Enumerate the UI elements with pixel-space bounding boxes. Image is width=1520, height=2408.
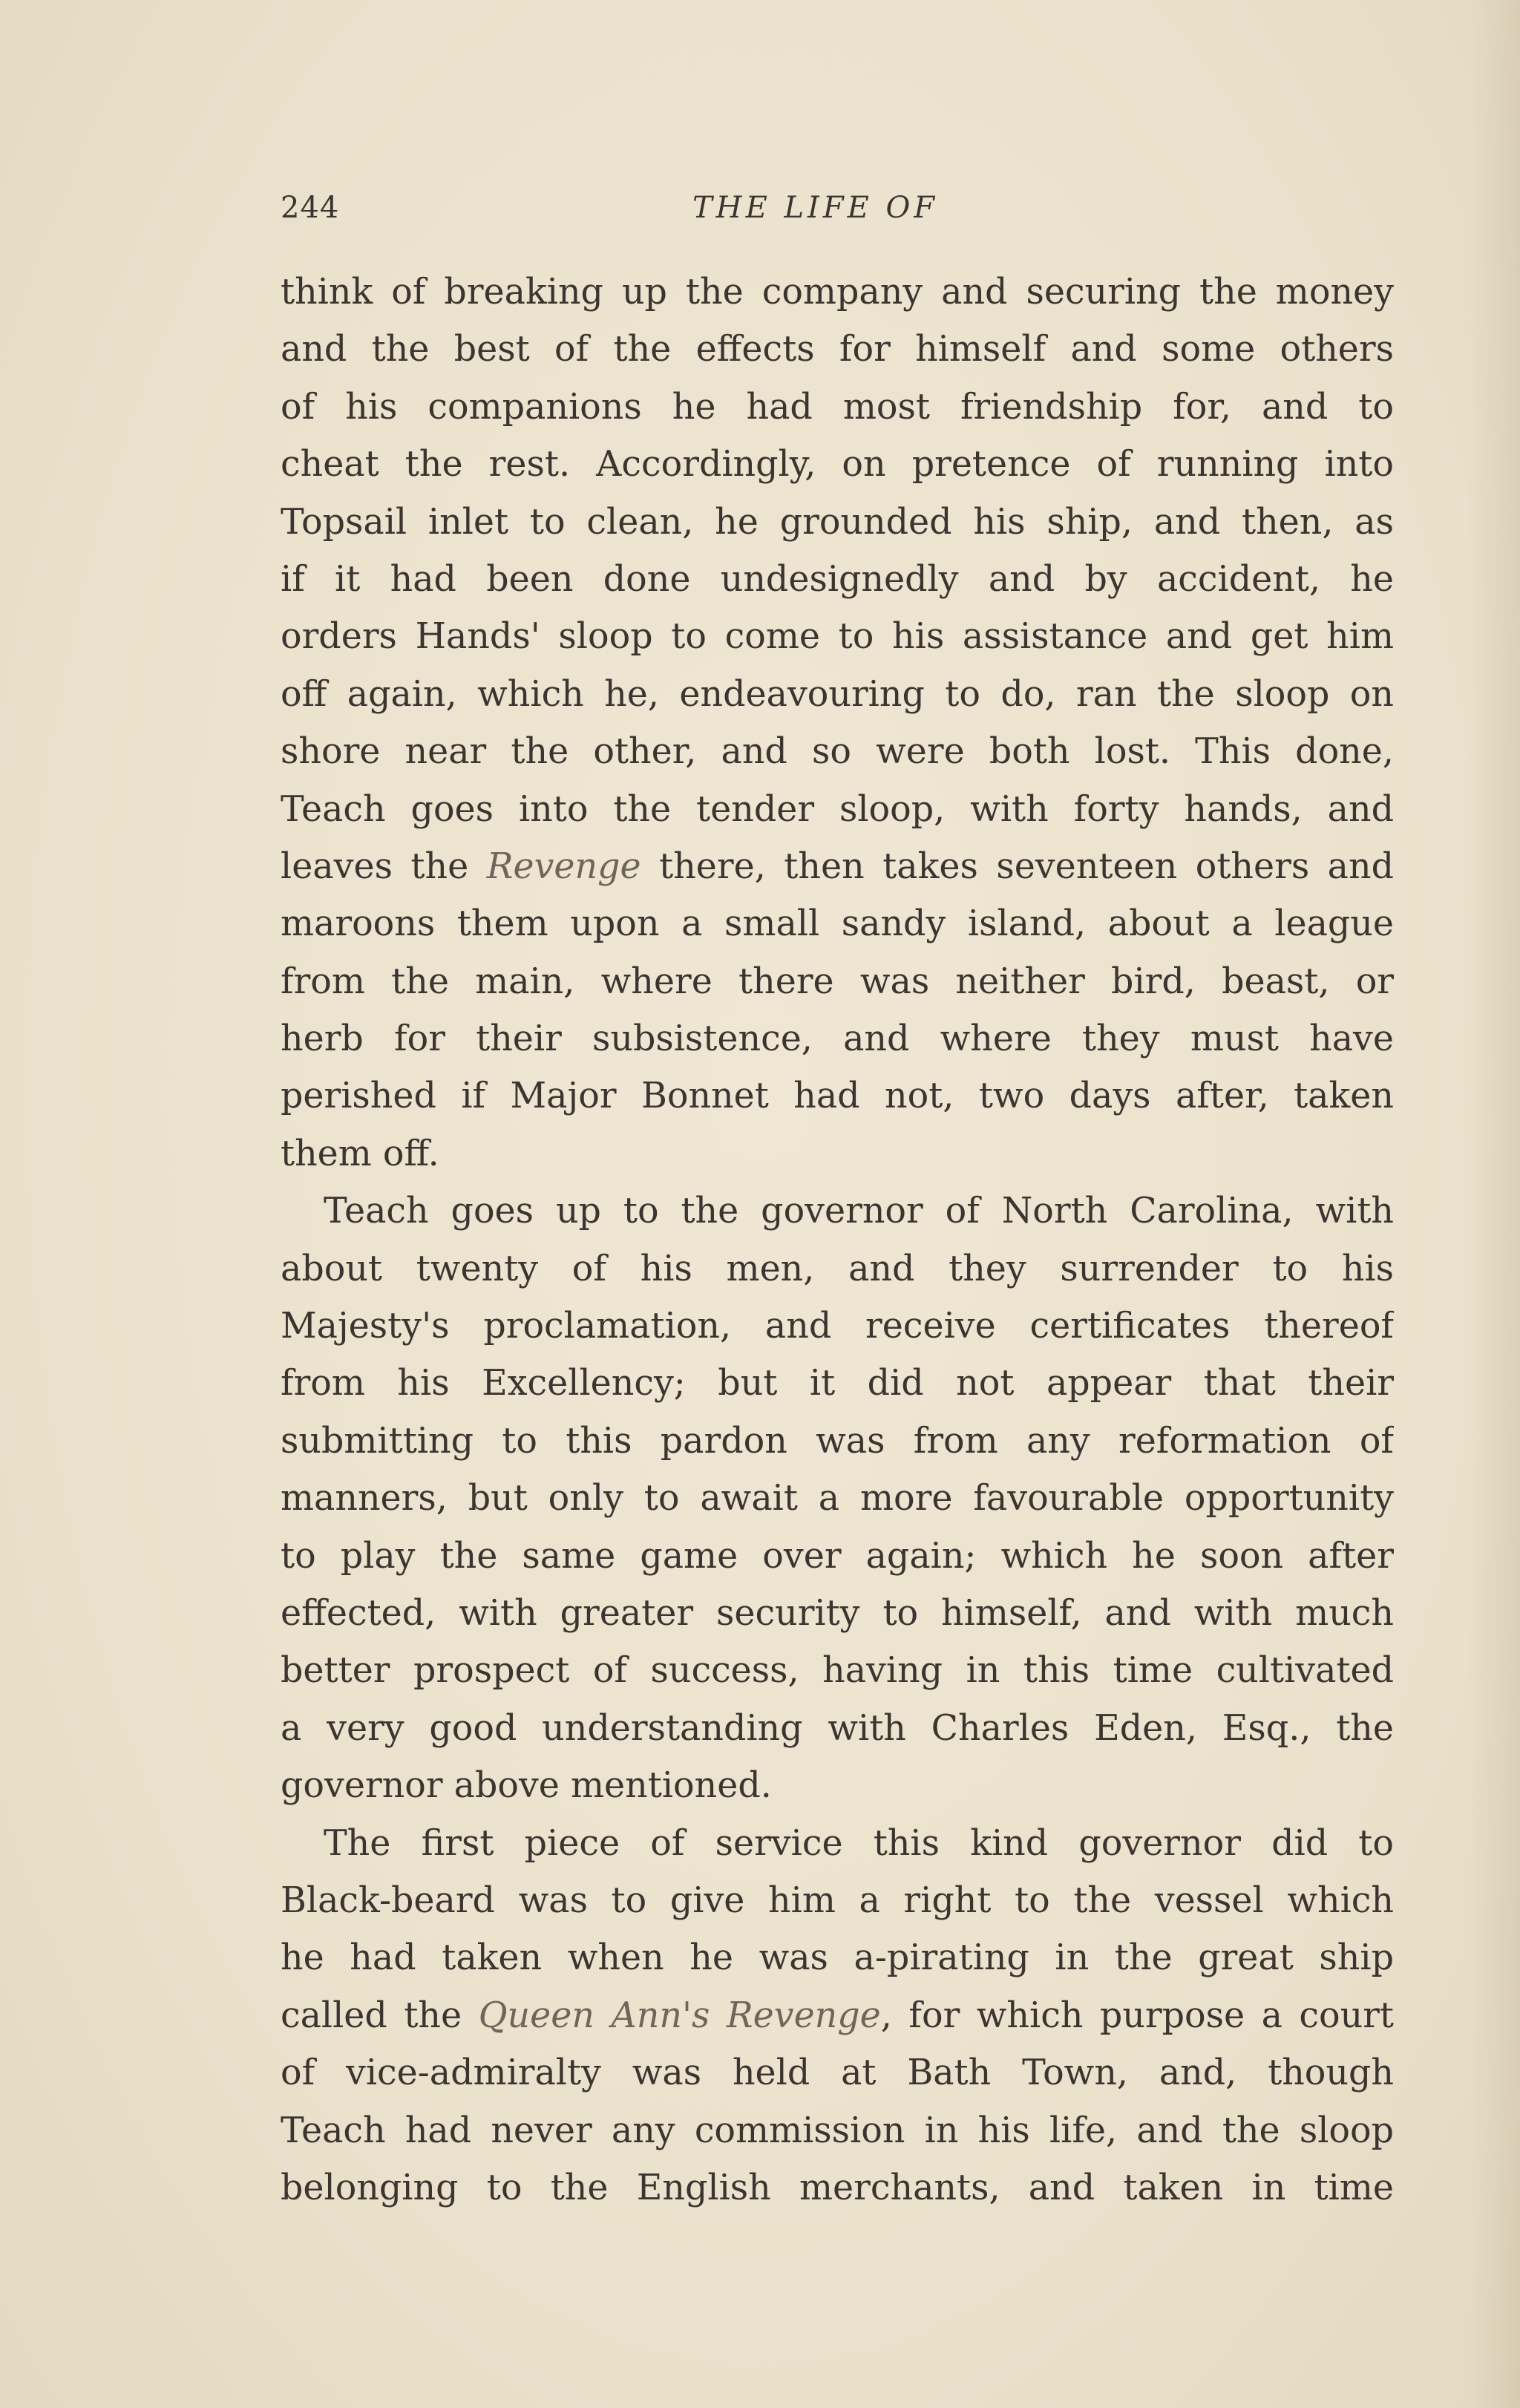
running-head: THE LIFE OF bbox=[692, 191, 939, 225]
page-header bbox=[281, 186, 1394, 230]
text-line: The first piece of service this kind governor did to bbox=[324, 1822, 1394, 1864]
text-line: Teach had never any commission in his life, and the sloop bbox=[281, 2110, 1394, 2151]
text-line: and the best of the effects for himself and some others bbox=[281, 329, 1394, 370]
text-line: from the main, where there was neither bird, beast, or bbox=[281, 961, 1394, 1002]
page-number: 244 bbox=[281, 191, 340, 225]
text-line: he had taken when he was a-pirating in the great ship bbox=[281, 1937, 1394, 1979]
text-line: better prospect of success, having in this time cultivated bbox=[281, 1650, 1394, 1692]
ship-name-italic: Queen Ann's Revenge bbox=[478, 1995, 881, 2036]
text-line: perished if Major Bonnet had not, two days after, taken bbox=[281, 1076, 1394, 1117]
text-line: off again, which he, endeavouring to do, ran the sloop on bbox=[281, 673, 1394, 715]
text-line: governor above mentioned. bbox=[281, 1765, 772, 1807]
text-line bbox=[281, 1987, 1394, 2044]
text-line: about twenty of his men, and they surrender to his bbox=[281, 1248, 1394, 1289]
text-line: herb for their subsistence, and where they must have bbox=[281, 1018, 1394, 1060]
text-line: of his companions he had most friendship for, and to bbox=[281, 386, 1394, 428]
text-run: there, then takes seventeen others and bbox=[641, 845, 1394, 887]
text-run: called the bbox=[281, 1995, 479, 2036]
ship-name-italic: Revenge bbox=[486, 845, 641, 887]
text-line: Topsail inlet to clean, he grounded his ship, and then, as bbox=[281, 501, 1394, 543]
text-line: to play the same game over again; which he soon after bbox=[281, 1535, 1394, 1577]
body-text bbox=[281, 264, 1394, 2216]
text-line: belonging to the English merchants, and taken in time bbox=[281, 2167, 1394, 2208]
text-line: cheat the rest. Accordingly, on pretence of running into bbox=[281, 444, 1394, 485]
text-line: Black-beard was to give him a right to the vessel which bbox=[281, 1879, 1394, 1921]
text-line: submitting to this pardon was from any reformation of bbox=[281, 1420, 1394, 1462]
text-line: if it had been done undesignedly and by accident, he bbox=[281, 558, 1394, 600]
text-line: a very good understanding with Charles Eden, Esq., the bbox=[281, 1707, 1394, 1749]
text-line: them off. bbox=[281, 1133, 439, 1174]
text-line: Majesty's proclamation, and receive certificates thereof bbox=[281, 1306, 1394, 1347]
text-line: from his Excellency; but it did not appear that their bbox=[281, 1363, 1394, 1404]
text-line: maroons them upon a small sandy island, about a league bbox=[281, 903, 1394, 945]
text-line: effected, with greater security to himself, and with much bbox=[281, 1592, 1394, 1634]
text-line: think of breaking up the company and securing the money bbox=[281, 272, 1394, 313]
text-line: manners, but only to await a more favourable opportunity bbox=[281, 1478, 1394, 1519]
text-line: Teach goes up to the governor of North Carolina, with bbox=[324, 1191, 1394, 1232]
text-line: orders Hands' sloop to come to his assistance and get him bbox=[281, 616, 1394, 658]
text-line: shore near the other, and so were both lost. This done, bbox=[281, 731, 1394, 773]
text-line: of vice-admiralty was held at Bath Town, and, though bbox=[281, 2052, 1394, 2094]
text-run: leaves the bbox=[281, 845, 487, 887]
text-line: Teach goes into the tender sloop, with forty hands, and bbox=[281, 788, 1394, 830]
text-run: , for which purpose a court bbox=[880, 1995, 1394, 2036]
text-line bbox=[281, 838, 1394, 895]
